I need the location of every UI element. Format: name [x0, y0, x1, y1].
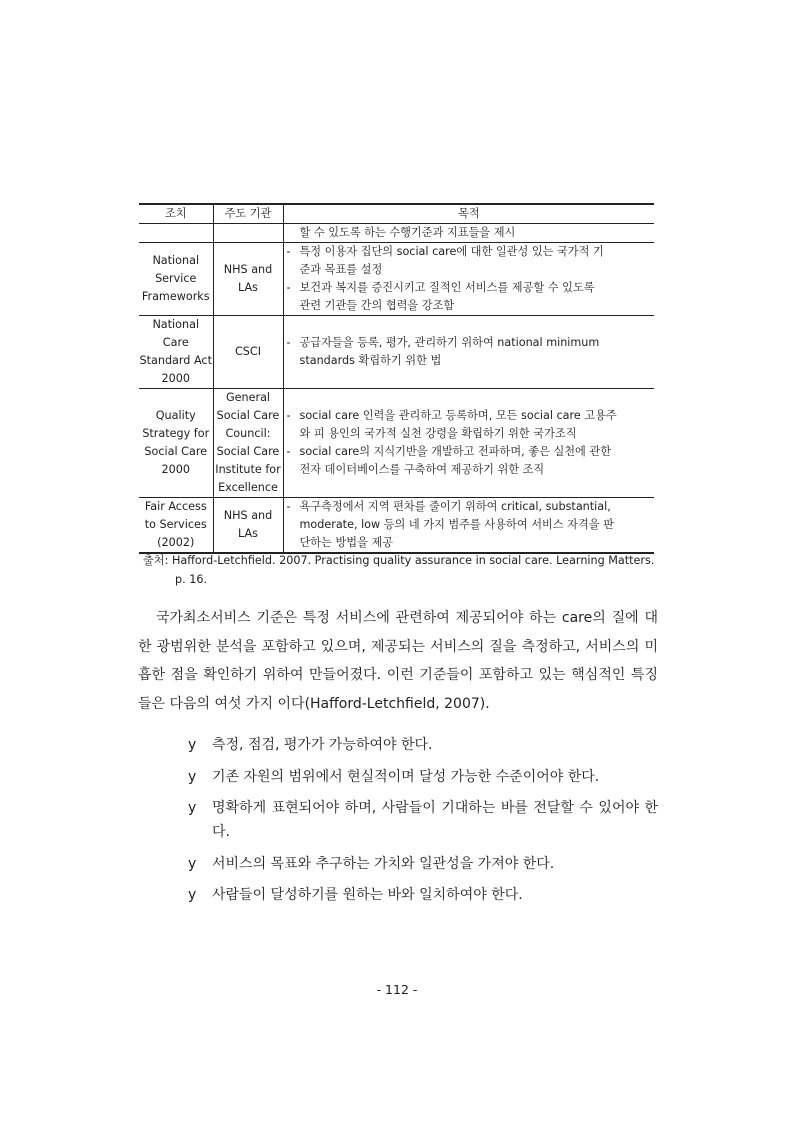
table-row-continuation: [139, 224, 654, 243]
lead-agency-cell-line: Social Care: [216, 409, 280, 422]
page-number: - 112 -: [376, 982, 418, 997]
purpose-line: 관련 기관들 간의 협력을 강조함: [299, 299, 455, 312]
lead-agency-cell-line: General: [225, 391, 271, 404]
lead-agency-cell-line: Excellence: [218, 481, 278, 494]
bullet-marker: y: [188, 855, 197, 872]
lead-agency-cell-line: NHS and: [223, 509, 273, 522]
dash-marker: -: [286, 445, 291, 458]
lead-agency-cell: [213, 389, 283, 498]
table-row: [139, 498, 654, 554]
policy-table: [139, 203, 654, 554]
measure-cell: [139, 316, 213, 389]
measure-cell-line: Service: [155, 272, 197, 285]
bullet-marker: y: [188, 887, 197, 903]
list-item-text: 서비스의 목표와 추구하는 가치와 일관성을 가져야 한다.: [212, 855, 555, 872]
measure-cell: [139, 243, 213, 316]
table-row: [139, 243, 654, 316]
list-item-text: 측정, 점검, 평가가 가능하여야 한다.: [212, 737, 433, 753]
lead-agency-cell-line: LAs: [238, 281, 258, 294]
purpose-item: [287, 279, 654, 315]
measure-cell: [139, 498, 213, 554]
list-item: [188, 852, 658, 876]
header-measure: 조치: [139, 204, 213, 224]
purpose-text: [300, 334, 654, 370]
measure-cell-line: Care: [162, 336, 189, 349]
purpose-line: 특정 이용자 집단의 social care에 대한 일관성 있는 국가적 기: [299, 245, 604, 258]
bullet-marker: y: [188, 737, 197, 753]
purpose-text: [300, 279, 654, 315]
lead-agency-cell-line: Council:: [225, 427, 271, 440]
measure-cell-line: Standard Act: [139, 354, 212, 367]
dash-marker: -: [286, 409, 291, 422]
dash-marker: -: [286, 281, 291, 294]
purpose-text: [300, 498, 654, 552]
measure-cell-line: Strategy for: [142, 427, 210, 440]
lead-agency-cell-line: Social Care: [216, 445, 280, 458]
table-header-row: [139, 204, 654, 224]
body-paragraph: [138, 604, 658, 718]
list-item-text: 사람들이 달성하기를 원하는 바와 일치하여야 한다.: [212, 887, 523, 903]
list-item: [188, 733, 658, 757]
measure-cell-line: 2000: [161, 372, 190, 385]
header-lead-agency: 주도 기관: [213, 204, 283, 224]
dash-marker: -: [286, 336, 291, 349]
measure-cell-line: Quality: [155, 409, 196, 422]
purpose-item: [287, 243, 654, 279]
source-line-2: p. 16.: [175, 573, 208, 586]
purpose-text: [300, 407, 654, 443]
table-source: [143, 551, 655, 589]
purpose-item: [287, 407, 654, 443]
list-item-text: 명확하게 표현되어야 하며, 사람들이 기대하는 바를 전달할 수 있어야 한다.: [212, 800, 658, 840]
table-row: [139, 316, 654, 389]
lead-agency-cell: [213, 498, 283, 554]
purpose-item: [287, 334, 654, 370]
lead-agency-cell-line: NHS and: [223, 263, 273, 276]
purpose-item: [287, 443, 654, 479]
measure-cell-line: National: [152, 318, 200, 331]
header-purpose: 목적: [283, 204, 654, 224]
measure-cell-line: Frameworks: [141, 290, 210, 303]
lead-agency-cell-line: CSCI: [234, 345, 262, 358]
purpose-text: [300, 243, 654, 279]
measure-cell-line: to Services: [144, 518, 207, 531]
purpose-text: [300, 443, 654, 479]
list-item: [188, 796, 658, 844]
dash-marker: -: [286, 500, 291, 513]
measure-cell-line: Fair Access: [144, 500, 207, 513]
list-item: [188, 765, 658, 789]
purpose-line: 와 피 용인의 국가적 실천 강령을 확립하기 위한 국가조직: [299, 427, 577, 440]
purpose-line: social care의 지식기반을 개발하고 전파하며, 좋은 실천에 관한: [299, 445, 612, 458]
purpose-line: 준과 목표를 설정: [299, 263, 383, 276]
purpose-line: moderate, low 등의 네 가지 범주를 사용하여 서비스 자격을 판: [299, 518, 614, 531]
purpose-line: standards 확립하기 위한 법: [299, 354, 442, 367]
purpose-cell: [283, 498, 654, 554]
list-item-text: 기존 자원의 범위에서 현실적이며 달성 가능한 수준이어야 한다.: [212, 768, 600, 785]
table-row: [139, 389, 654, 498]
bullet-marker: y: [188, 800, 197, 816]
source-line-1: 출처: Hafford-Letchfield. 2007. Practising quality assurance in social care. Learning Matters.: [143, 554, 655, 567]
dash-marker: -: [286, 245, 291, 258]
lead-agency-cell-line: LAs: [238, 527, 258, 540]
purpose-cell: [283, 389, 654, 498]
paragraph-text: 국가최소서비스 기준은 특정 서비스에 관련하여 제공되어야 하는 care의 질에 대한 광범위한 분석을 포함하고 있으며, 제공되는 서비스의 질을 측정하고, 서비스의 미흡한 점을 확인하기 위하여 만들어졌다. 이런 기준들이 포함하고 있는 핵심적인 특징들은 다음의 여섯 가지 이다(Hafford-Letchfield, 2007).: [138, 610, 658, 712]
purpose-line: 욕구측정에서 지역 편차를 줄이기 위하여 critical, substantial,: [299, 500, 611, 513]
purpose-line: 공급자들을 등록, 평가, 관리하기 위하여 national minimum: [299, 336, 600, 349]
measure-cell-line: 2000: [161, 463, 190, 476]
lead-agency-cell: [213, 243, 283, 316]
bullet-marker: y: [188, 768, 197, 785]
continuation-text: 할 수 있도록 하는 수행기준과 지표들을 제시: [299, 226, 516, 239]
lead-agency-cell-line: Institute for: [215, 463, 281, 476]
measure-cell-line: (2002): [157, 536, 195, 549]
measure-cell-line: Social Care: [144, 445, 208, 458]
purpose-line: 단하는 방법을 제공: [299, 536, 394, 549]
measure-cell: [139, 389, 213, 498]
feature-list: [188, 733, 658, 915]
purpose-line: 보건과 복지를 증진시키고 질적인 서비스를 제공할 수 있도록: [299, 281, 595, 294]
lead-agency-cell: [213, 316, 283, 389]
purpose-cell: [283, 316, 654, 389]
purpose-item: [287, 498, 654, 552]
purpose-line: 전자 데이터베이스를 구축하여 제공하기 위한 조직: [299, 463, 545, 476]
purpose-line: social care 인력을 관리하고 등록하며, 모든 social care 고용주: [299, 409, 617, 422]
list-item: [188, 883, 658, 907]
measure-cell-line: National: [152, 254, 200, 267]
purpose-cell: [283, 243, 654, 316]
